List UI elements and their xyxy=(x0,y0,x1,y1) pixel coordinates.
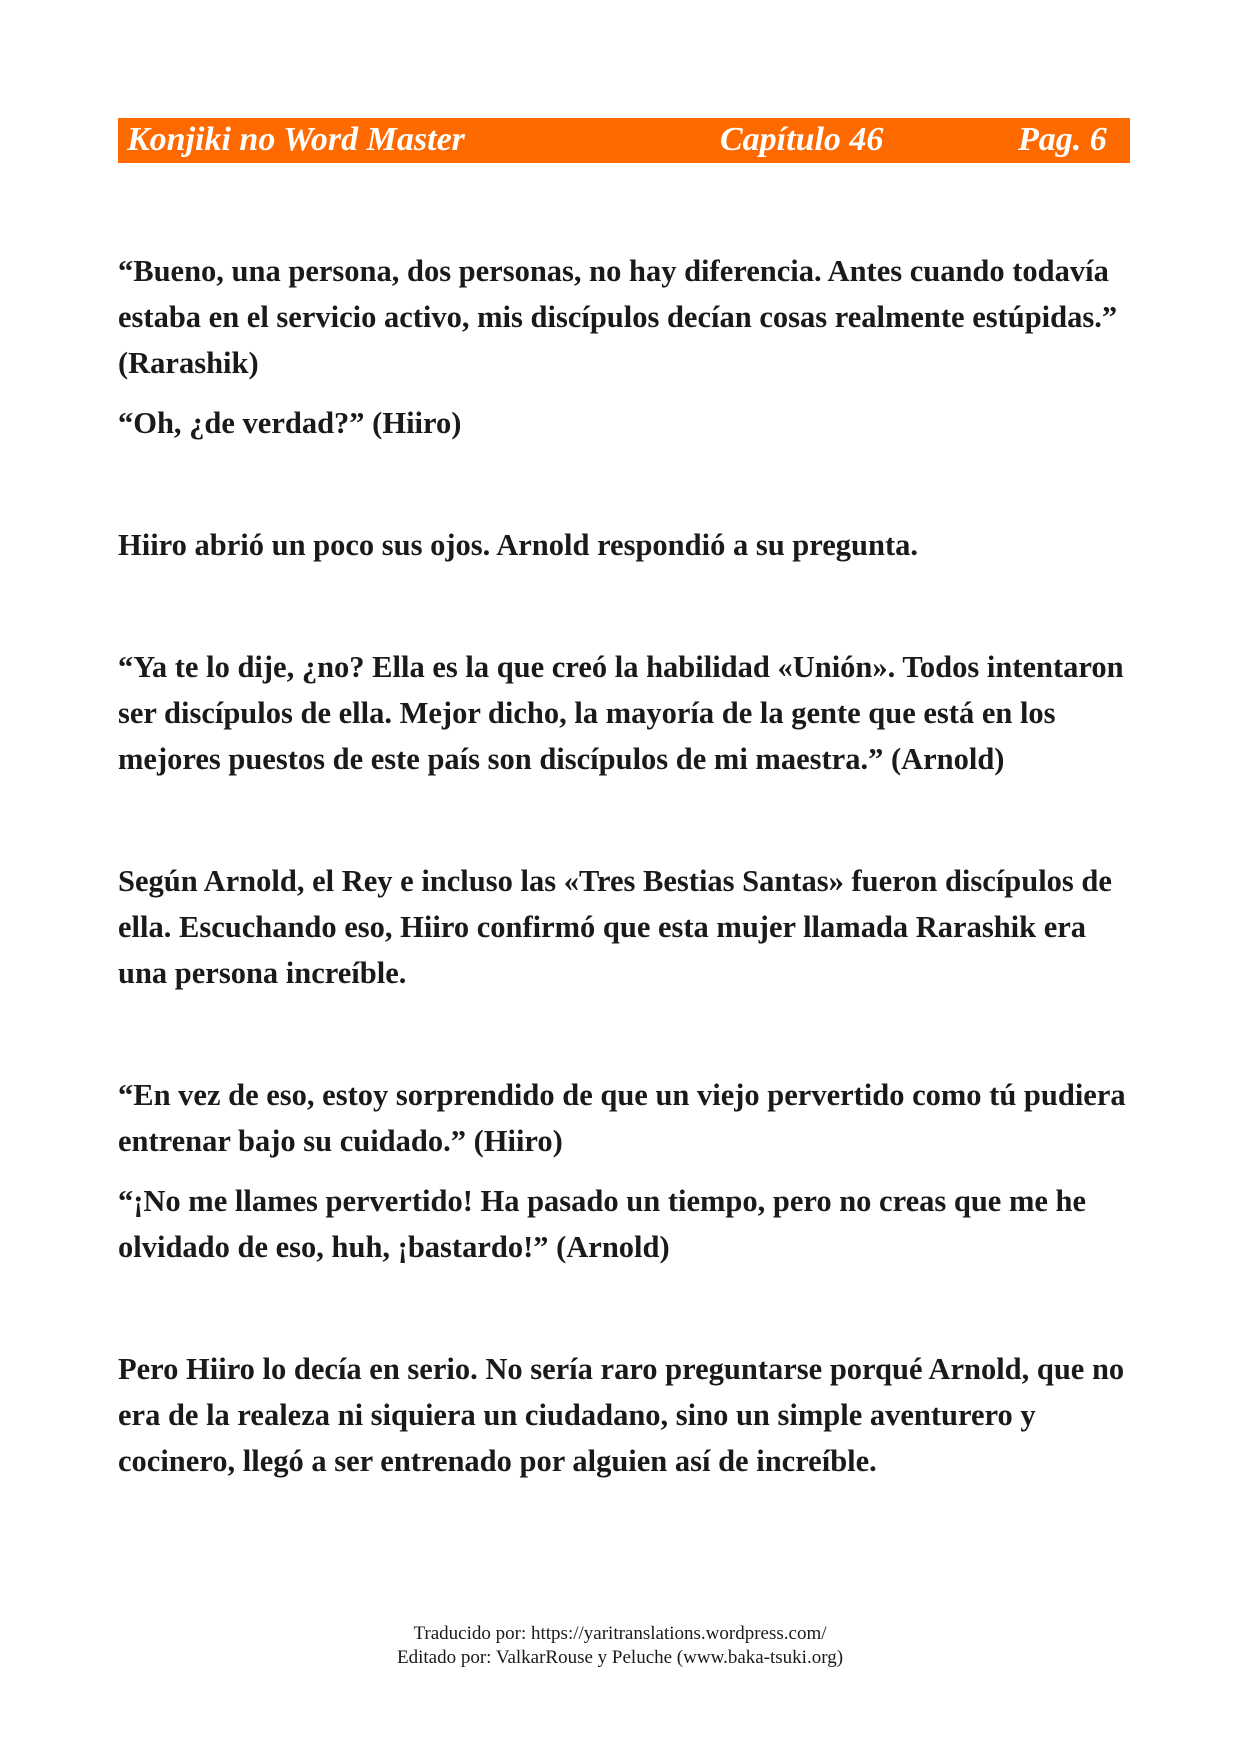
paragraph: “¡No me llames pervertido! Ha pasado un tiempo, pero no creas que me he olvidado de eso, huh, ¡bastardo!” (Arnold) xyxy=(118,1184,1087,1264)
translator-credit: Traducido por: https://yaritranslations.wordpress.com/ xyxy=(413,1623,827,1644)
paragraph: Según Arnold, el Rey e incluso las «Tres Bestias Santas» fueron discípulos de ella. Escuchando eso, Hiiro confirmó que esta mujer llamada Rarashik era una persona increíble. xyxy=(118,864,1112,990)
page-footer xyxy=(0,1622,1240,1670)
paragraph: “Bueno, una persona, dos personas, no hay diferencia. Antes cuando todavía estaba en el servicio activo, mis discípulos decían cosas realmente estúpidas.” (Rarashik) xyxy=(118,254,1118,380)
chapter-label: Capítulo 46 xyxy=(720,121,884,158)
document-body xyxy=(118,248,1128,1484)
page-number: Pag. 6 xyxy=(1018,121,1107,158)
editor-credit: Editado por: ValkarRouse y Peluche (www.baka-tsuki.org) xyxy=(396,1647,844,1668)
paragraph: “Oh, ¿de verdad?” (Hiiro) xyxy=(118,406,462,440)
paragraph: “Ya te lo dije, ¿no? Ella es la que creó la habilidad «Unión». Todos intentaron ser discípulos de ella. Mejor dicho, la mayoría de la gente que está en los mejores puestos de este país son discípulos de mi maestra.” (Arnold) xyxy=(118,650,1124,776)
paragraph: Hiiro abrió un poco sus ojos. Arnold respondió a su pregunta. xyxy=(118,528,918,562)
novel-title: Konjiki no Word Master xyxy=(127,121,465,158)
paragraph: “En vez de eso, estoy sorprendido de que un viejo pervertido como tú pudiera entrenar bajo su cuidado.” (Hiiro) xyxy=(118,1078,1126,1158)
paragraph: Pero Hiiro lo decía en serio. No sería raro preguntarse porqué Arnold, que no era de la realeza ni siquiera un ciudadano, sino un simple aventurero y cocinero, llegó a ser entrenado por alguien así de increíble. xyxy=(118,1352,1125,1478)
page-header-bar xyxy=(118,118,1130,163)
